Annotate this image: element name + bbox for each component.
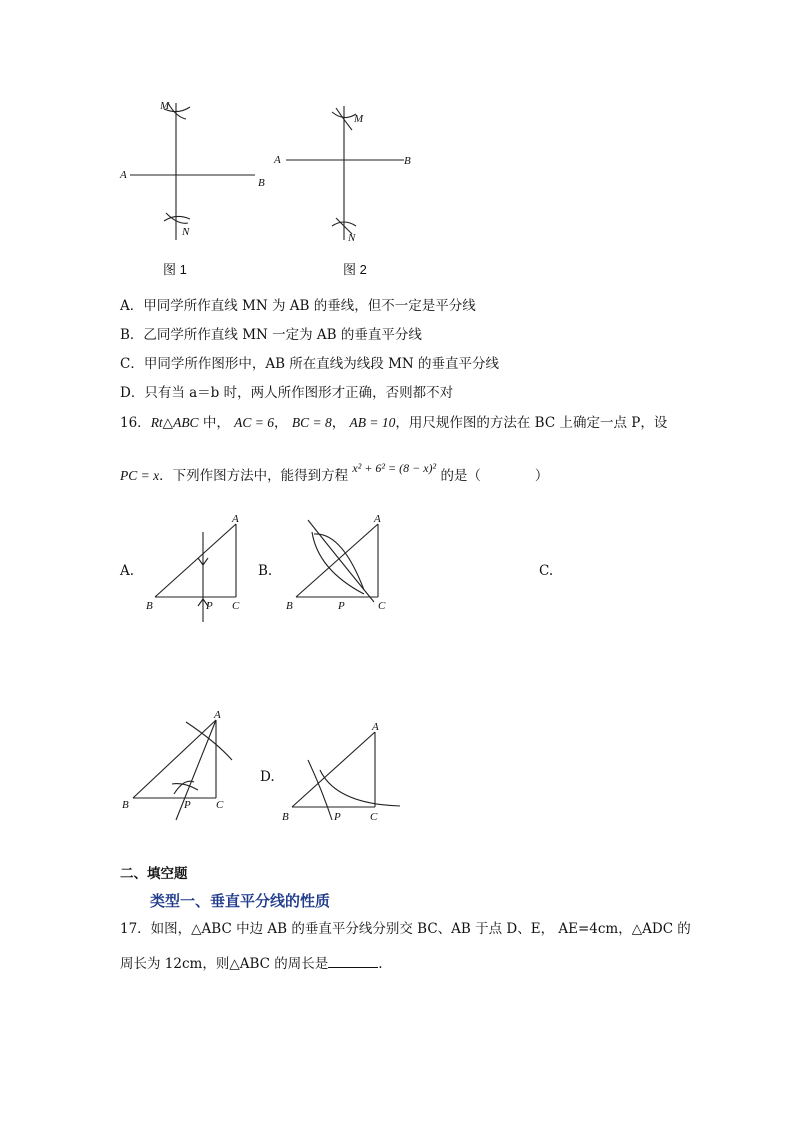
label-A: A	[232, 513, 239, 525]
q17-line2-end: .	[378, 956, 383, 972]
q16-figure-c	[118, 708, 248, 828]
label-A: A	[374, 513, 381, 525]
q15-option-b: B．乙同学所作直线 MN 一定为 AB 的垂直平分线	[120, 327, 422, 343]
q16-rest: ，用尺规作图的方法在 BC 上确定一点 P，设	[395, 415, 668, 431]
q16-ab: AB = 10	[349, 415, 396, 430]
label-A: A	[372, 721, 379, 733]
q16-line2-end: 的是（ ）	[440, 468, 549, 484]
section-heading: 二、填空题	[120, 866, 188, 882]
label-B: B	[146, 600, 153, 612]
q16-triangle: Rt△ABC	[150, 415, 199, 430]
label-P: P	[334, 811, 341, 823]
q17-line-2	[120, 953, 383, 973]
label-C: C	[370, 811, 378, 823]
q16-ac: AC = 6	[234, 415, 275, 430]
label-B: B	[282, 811, 289, 823]
label-A: A	[214, 709, 221, 721]
type-heading: 类型一、垂直平分线的性质	[150, 892, 331, 910]
figure-2	[270, 100, 430, 250]
label-C: C	[216, 799, 224, 811]
q16-option-c-label: C.	[539, 563, 554, 579]
q17-line2-text: 周长为 12cm，则△ABC 的周长是	[120, 956, 329, 972]
q16-figure-b	[282, 510, 402, 625]
q16-number: 16．	[120, 415, 151, 431]
figure-1	[120, 95, 280, 245]
label-P: P	[184, 799, 191, 811]
figure-2-caption: 图 2	[343, 262, 367, 277]
label-N: N	[348, 232, 356, 244]
q16-line-1: 16．Rt△ABC 中， AC = 6， BC = 8， AB = 10，用尺规作图的方法在 BC 上确定一点 P，设	[120, 415, 668, 431]
q16-option-d-label: D.	[260, 769, 275, 785]
label-B: B	[258, 177, 265, 189]
label-P: P	[206, 600, 213, 612]
q17-line-1: 17．如图，△ABC 中边 AB 的垂直平分线分别交 BC、AB 于点 D、E， AE=4cm，△ADC 的	[120, 921, 691, 937]
label-N: N	[182, 226, 190, 238]
q16-bc: BC = 8	[291, 415, 332, 430]
label-A: A	[120, 169, 127, 181]
answer-blank	[328, 953, 378, 968]
q16-equation: x² + 6² = (8 − x)²	[352, 461, 437, 475]
q16-line-2	[120, 461, 549, 485]
q15-option-a: A．甲同学所作直线 MN 为 AB 的垂线，但不一定是平分线	[120, 298, 476, 314]
label-M: M	[354, 113, 364, 125]
q16-option-a-label: A.	[120, 563, 135, 579]
q16-figure-a	[140, 510, 260, 625]
q15-option-c: C．甲同学所作图形中，AB 所在直线为线段 MN 的垂直平分线	[120, 356, 500, 372]
label-P: P	[338, 600, 345, 612]
label-M: M	[160, 100, 170, 112]
q16-option-b-label: B.	[258, 563, 273, 579]
q16-mid: 中，	[198, 415, 230, 431]
label-B: B	[404, 155, 411, 167]
label-A: A	[274, 154, 281, 166]
label-B: B	[122, 799, 129, 811]
label-C: C	[232, 600, 240, 612]
q16-pc: PC = x	[120, 468, 160, 483]
label-B: B	[286, 600, 293, 612]
label-C: C	[378, 600, 386, 612]
figure-1-caption: 图 1	[163, 262, 187, 277]
q16-figure-d	[280, 720, 410, 830]
q15-option-d: D．只有当 a＝b 时，两人所作图形才正确，否则都不对	[120, 385, 454, 401]
q16-line2-mid: ．下列作图方法中，能得到方程	[159, 468, 349, 484]
